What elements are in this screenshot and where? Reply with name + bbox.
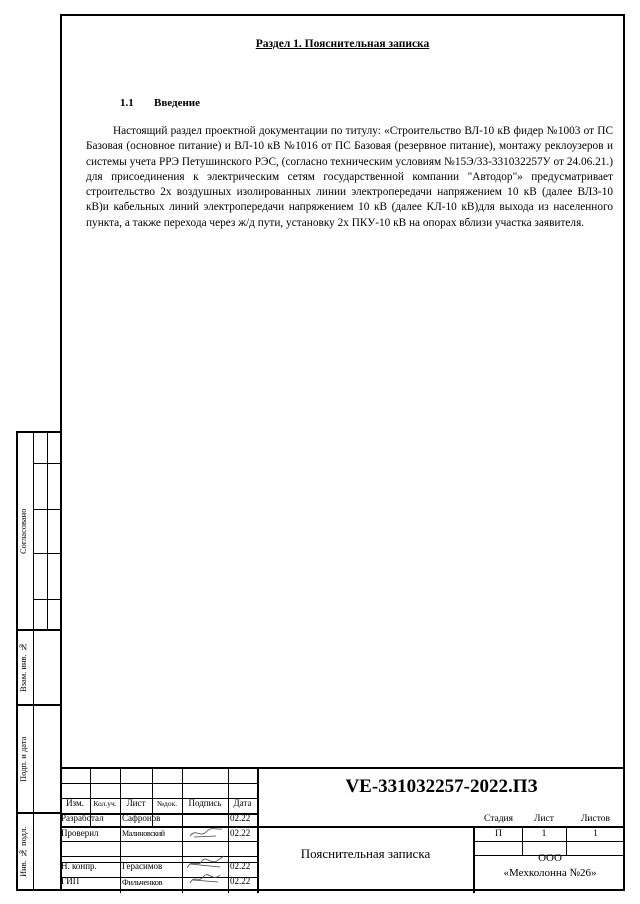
stage-value: П — [495, 829, 502, 839]
agreed-block — [16, 431, 62, 631]
replaced-inv-block — [16, 629, 62, 706]
signatory-role: Н. конпр. — [61, 861, 97, 871]
section-title: Раздел 1. Пояснительная записка — [255, 38, 430, 50]
signatory-role: Разработал — [61, 813, 104, 823]
signature-image — [186, 824, 226, 840]
sheets-header: Листов — [580, 814, 610, 824]
inv-orig-label: Инв. № подл. — [18, 826, 28, 877]
organization-name: «Мехколонна №26» — [503, 867, 597, 879]
signatory-date: 02.22 — [230, 828, 251, 838]
stage-header: Стадия — [484, 814, 513, 824]
agreed-label: Согласовано — [18, 508, 28, 554]
body-paragraph: Настоящий раздел проектной документации по титулу: «Строительство ВЛ-10 кВ фидер №1003 от ПС Базовая (основное питание) и ВЛ-10 кВ №1016 от ПС Базовая (резервное питание), монтажу реклоузеров и системы учета РРЭ Петушинского РЭС, (согласно техническим условиям №15Э/33-331032257У от 24.06.21.) для присоединения к электрическим сетям государственной компании "Автодор"» предусматривает строительство 2х воздушных изолированных линии электропередачи напряжением 10 кВ (далее ВЛЗ-10 кВ)и кабельных линий электропередачи напряжением 10 кВ (далее КЛ-10 кВ)для выхода из населенного пункта, а также перехода через ж/д пути, установку 2х ПКУ-10 кВ на опорах вблизи участка заявителя. — [86, 125, 613, 229]
signature-image — [186, 869, 226, 887]
col-ndok: №док. — [156, 799, 178, 808]
replaced-inv-label: Взам. инв. № — [18, 642, 28, 693]
subsection-title: Введение — [154, 97, 201, 109]
col-izm: Изм. — [66, 798, 84, 808]
signatory-date: 02.22 — [230, 813, 251, 823]
col-date: Дата — [233, 798, 252, 808]
signatory-role: ГИП — [61, 876, 80, 886]
sign-date-block — [16, 704, 62, 814]
signatory-name: Фильченков — [122, 877, 163, 887]
col-sign: Подпись — [188, 798, 222, 808]
sign-date-label: Подп. и дата — [18, 736, 28, 782]
document-name: Пояснительная записка — [300, 846, 431, 861]
col-list: Лист — [126, 798, 146, 808]
signatory-name: Сафронов — [122, 813, 161, 823]
organization-form: ООО — [538, 852, 562, 864]
signatory-date: 02.22 — [230, 861, 251, 871]
sheet-header: Лист — [534, 814, 554, 824]
signatory-role: Проверил — [61, 828, 99, 838]
col-kol: Кол.уч. — [93, 799, 117, 808]
sheets-value: 1 — [593, 829, 598, 839]
subsection-heading — [120, 97, 200, 109]
sheet-value: 1 — [541, 829, 547, 839]
subsection-number: 1.1 — [120, 97, 134, 109]
document-code: VE-331032257-2022.ПЗ — [345, 776, 538, 797]
organization — [475, 851, 625, 881]
signatory-name: Малиновский — [122, 829, 165, 838]
signatory-name: Герасимов — [122, 861, 163, 871]
inv-orig-block — [16, 812, 62, 891]
signatory-date: 02.22 — [230, 876, 251, 886]
